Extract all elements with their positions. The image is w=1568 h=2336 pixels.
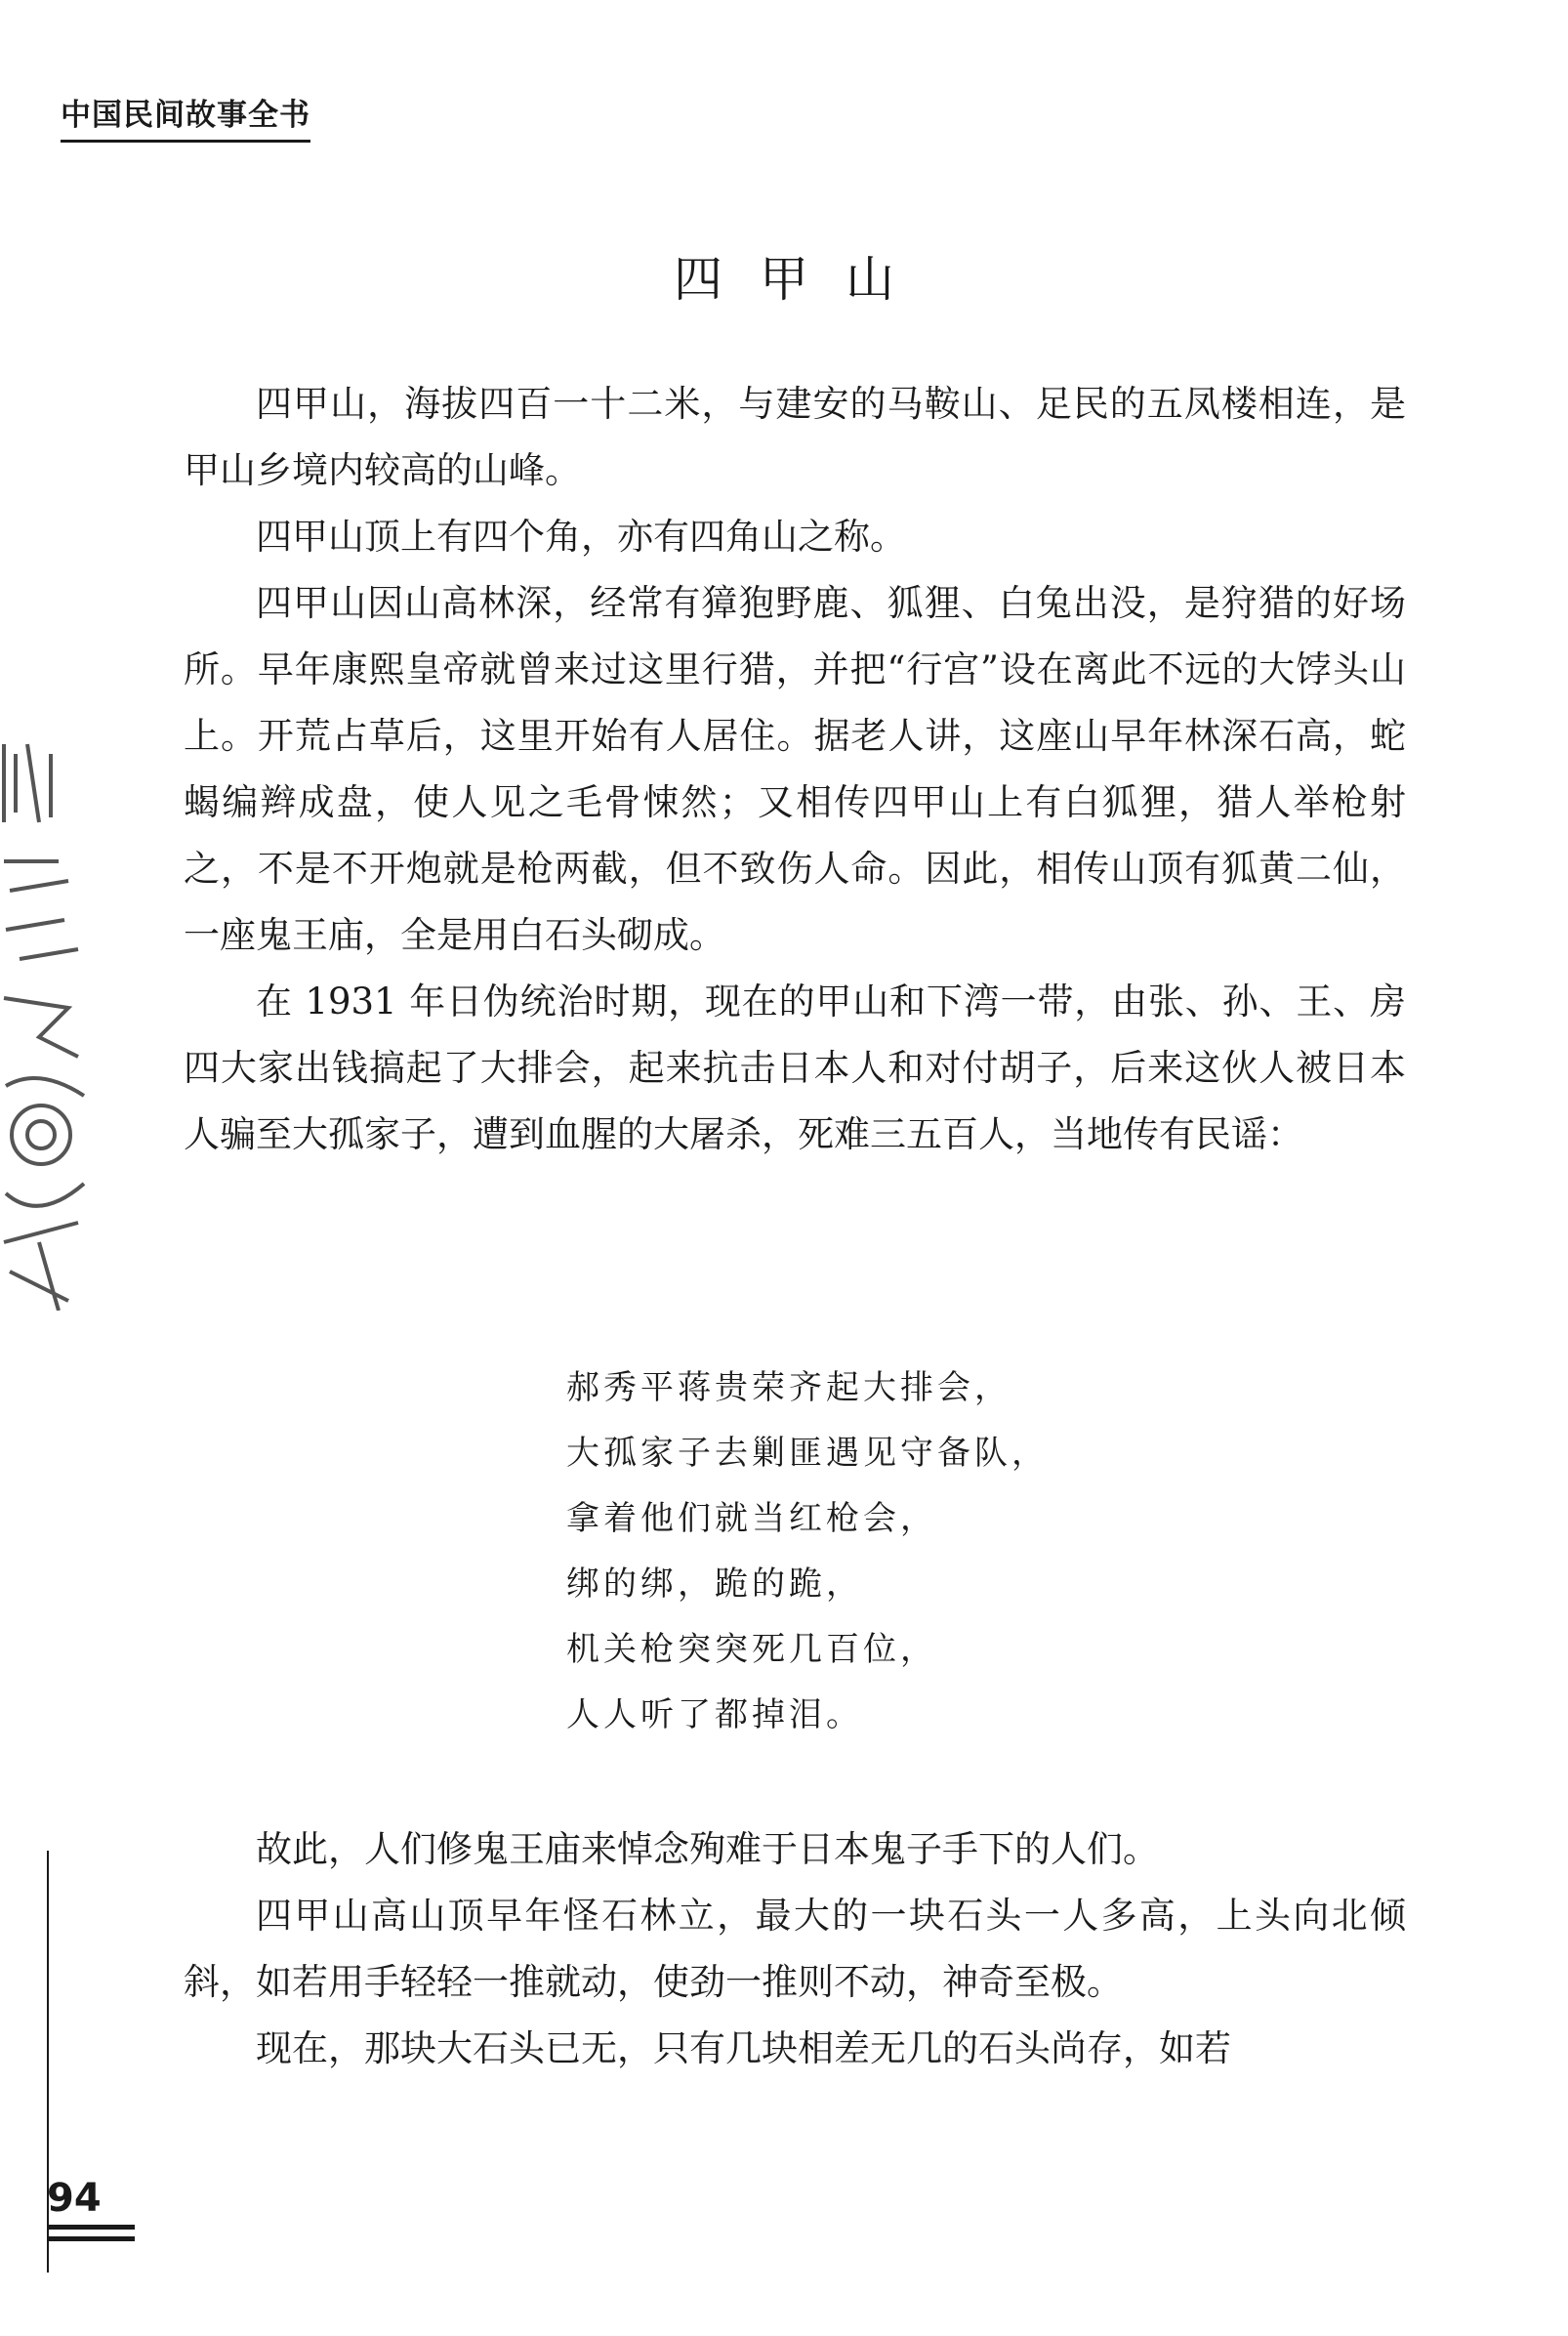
page-number-rule	[47, 2236, 135, 2241]
paragraph: 现在，那块大石头已无，只有几块相差无几的石头尚存，如若	[256, 2027, 1231, 2069]
poem-line: 机关枪突突死几百位，	[566, 1630, 937, 1669]
story-title: 四甲山	[674, 251, 931, 308]
poem-line: 大孤家子去剿匪遇见守备队，	[566, 1434, 1049, 1473]
paragraph: 四甲山因山高林深，经常有獐狍野鹿、狐狸、白兔出没，是狩猎的好场所。早年康熙皇帝就曾来过这里行猎，并把“行宫”设在离此不远的大饽头山上。开荒占草后，这里开始有人居住。据老人讲，这座山早年林深石高，蛇蝎编辫成盘，使人见之毛骨悚然；又相传四甲山上有白狐狸，猎人举枪射之，不是不开炮就是枪两截，但不致伤人命。因此，相传山顶有狐黄二仙，一座鬼王庙，全是用白石头砌成。	[184, 582, 1406, 956]
poem-line: 人人听了都掉泪。	[566, 1695, 863, 1734]
running-head: 中国民间故事全书	[61, 90, 310, 143]
page-number: 94	[47, 2176, 102, 2221]
folk-rhyme	[566, 1356, 1049, 1748]
poem-line: 郝秀平蒋贵荣齐起大排会，	[566, 1368, 1011, 1407]
paragraph: 故此，人们修鬼王庙来悼念殉难于日本鬼子手下的人们。	[256, 1828, 1159, 1870]
poem-line: 拿着他们就当红枪会，	[566, 1499, 937, 1538]
poem-line: 绑的绑，跪的跪，	[566, 1564, 863, 1604]
paragraph: 四甲山，海拔四百一十二米，与建安的马鞍山、足民的五凤楼相连，是甲山乡境内较高的山峰。	[184, 383, 1406, 491]
paragraph: 四甲山高山顶早年怪石林立，最大的一块石头一人多高，上头向北倾斜，如若用手轻轻一推就动，使劲一推则不动，神奇至极。	[184, 1895, 1406, 2003]
body-text-bottom	[184, 1816, 1406, 2082]
paragraph: 在 1931 年日伪统治时期，现在的甲山和下湾一带，由张、孙、王、房四大家出钱搞起了大排会，起来抗击日本人和对付胡子，后来这伙人被日本人骗至大孤家子，遭到血腥的大屠杀，死难三五百人，当地传有民谣：	[184, 980, 1406, 1155]
edge-ornament-icon	[0, 734, 94, 1311]
paragraph: 四甲山顶上有四个角，亦有四角山之称。	[256, 516, 906, 558]
page-number-rule	[47, 2225, 135, 2230]
body-text-top	[184, 371, 1406, 1168]
